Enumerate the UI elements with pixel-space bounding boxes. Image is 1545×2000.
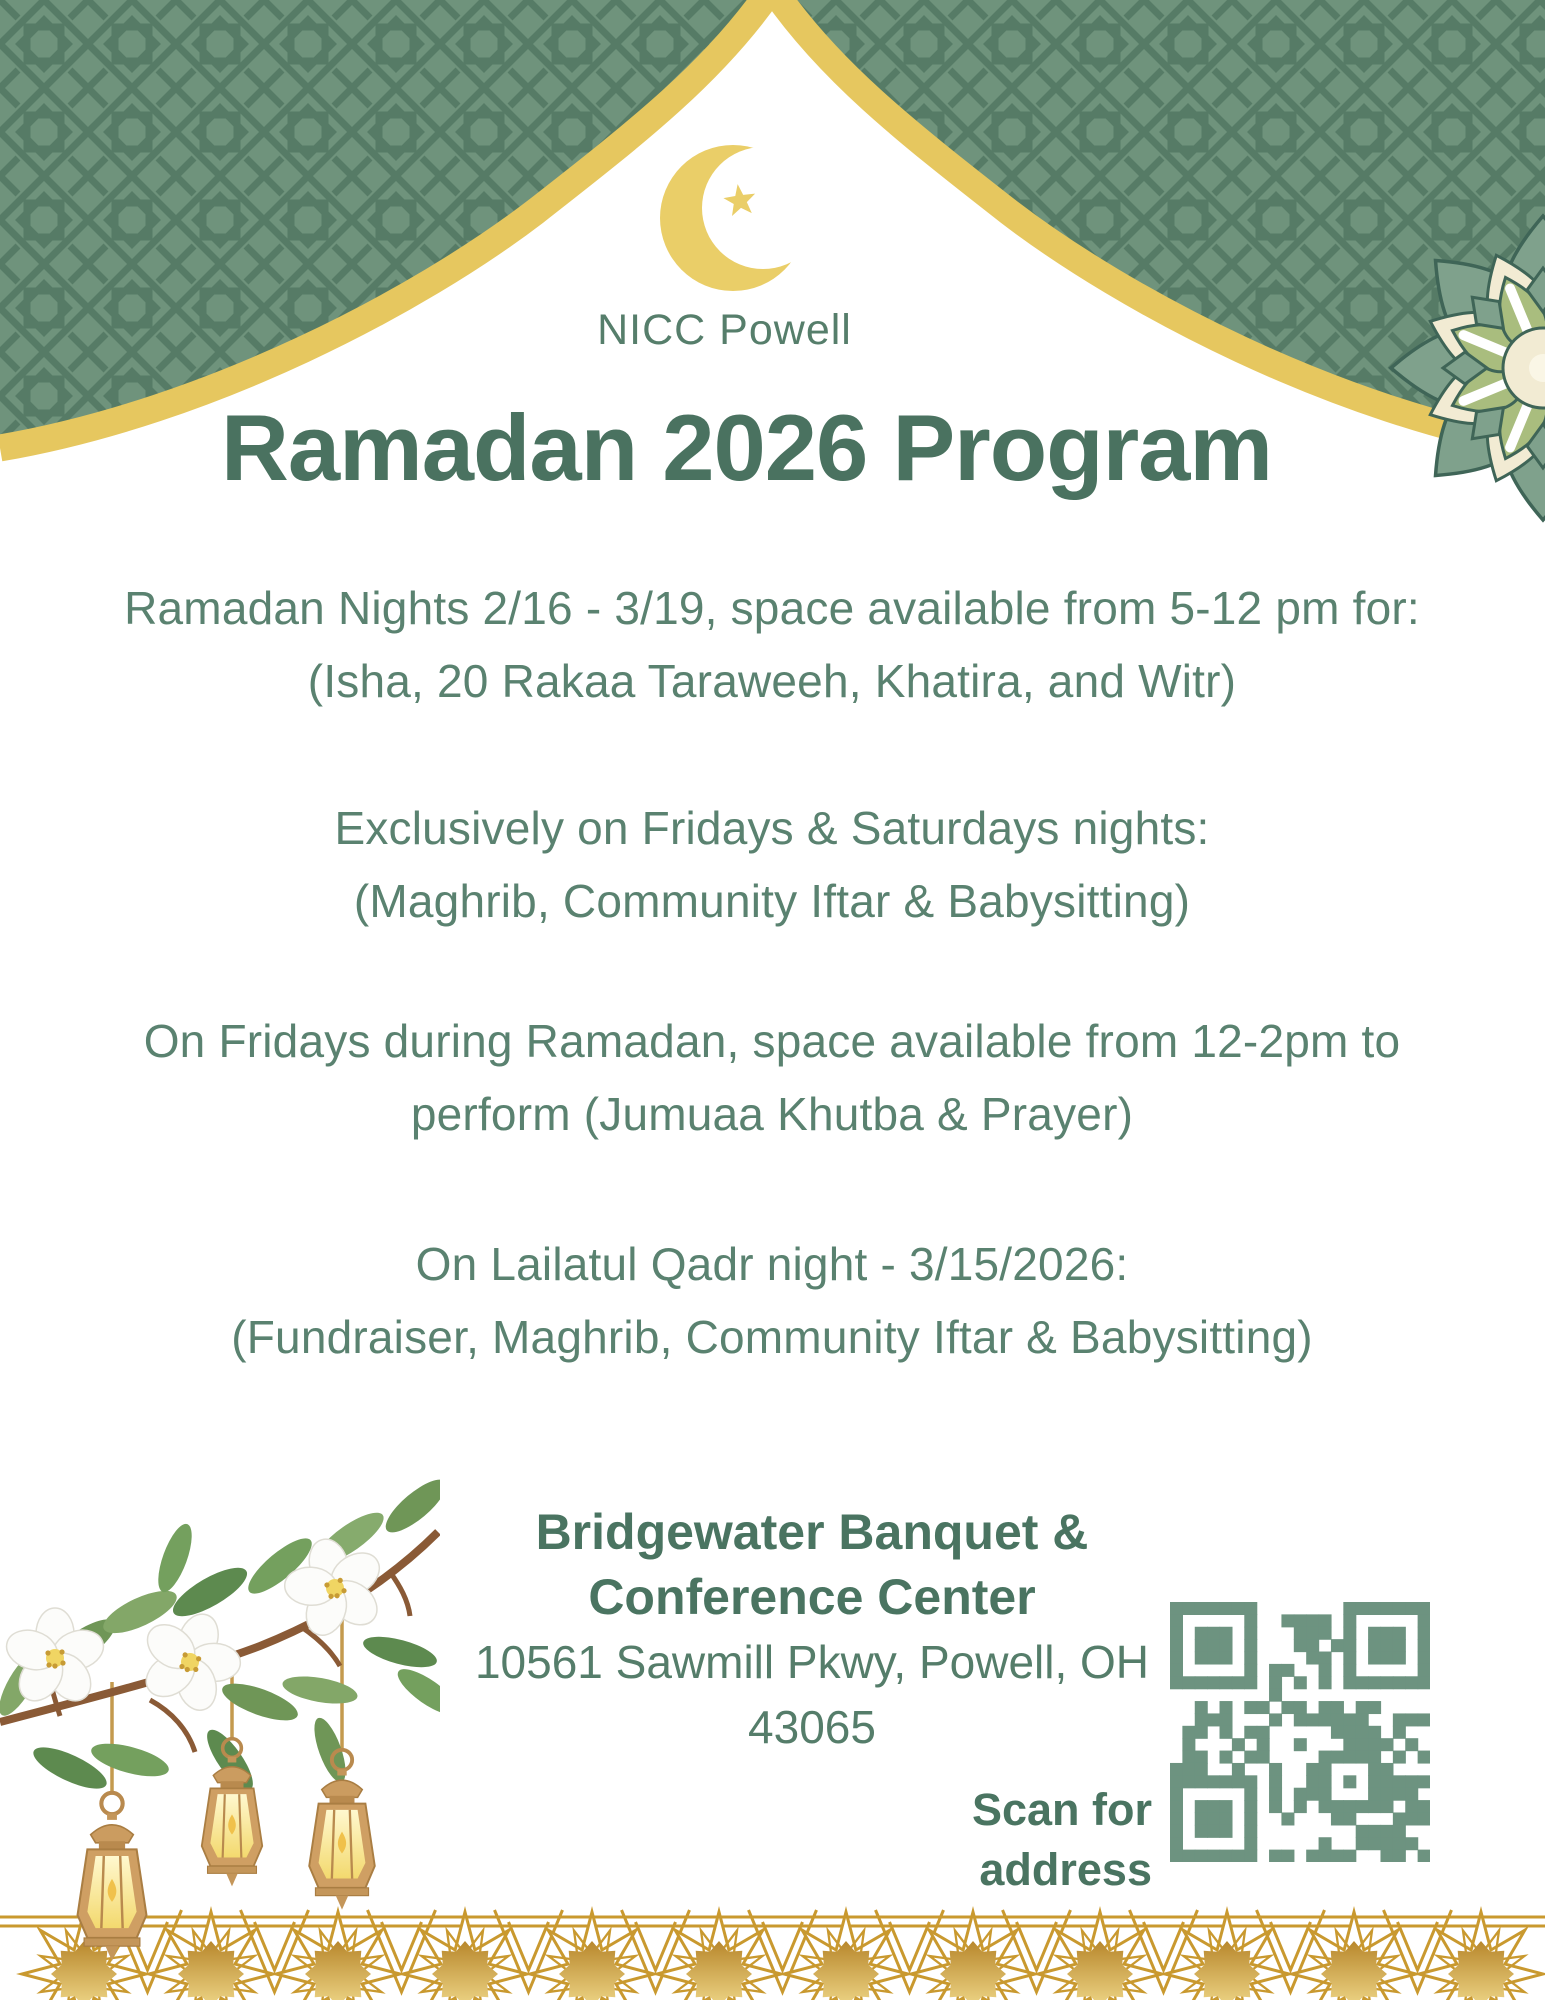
paragraph-line: perform (Jumuaa Khutba & Prayer) — [410, 1088, 1134, 1140]
lantern-icon — [309, 1750, 375, 1910]
paragraph-line: Ramadan Nights 2/16 - 3/19, space available from 5-12 pm for: — [124, 582, 1420, 634]
paragraph-lailatul-qadr — [22, 1228, 1522, 1374]
paragraph-line: On Fridays during Ramadan, space available from 12-2pm to — [143, 1015, 1401, 1067]
qr-code — [1170, 1602, 1430, 1862]
paragraph-fridays-saturdays — [22, 792, 1522, 938]
paragraph-line: (Maghrib, Community Iftar & Babysitting) — [353, 875, 1191, 927]
paragraph-line: (Isha, 20 Rakaa Taraweeh, Khatira, and Witr) — [307, 655, 1237, 707]
lantern-icon — [78, 1793, 147, 1961]
paragraph-line: (Fundraiser, Maghrib, Community Iftar & Babysitting) — [231, 1311, 1313, 1363]
venue-address-line2: 43065 — [748, 1701, 876, 1753]
lantern-icon — [202, 1739, 262, 1887]
flower-branch-and-lanterns — [0, 1460, 440, 2000]
org-name: NICC Powell — [597, 306, 852, 354]
paragraph-jumuaa — [22, 1005, 1522, 1151]
venue-name-line1: Bridgewater Banquet & — [535, 1504, 1089, 1560]
scan-label-line2: address — [979, 1844, 1152, 1895]
paragraph-ramadan-nights — [22, 572, 1522, 718]
venue-name-line2: Conference Center — [588, 1569, 1036, 1625]
scan-label — [700, 1780, 1152, 1900]
page-title: Ramadan 2026 Program — [220, 395, 1273, 500]
venue-block — [312, 1500, 1312, 1760]
venue-address-line1: 10561 Sawmill Pkwy, Powell, OH — [474, 1636, 1150, 1688]
paragraph-line: Exclusively on Fridays & Saturdays nights: — [334, 802, 1210, 854]
scan-label-line1: Scan for — [971, 1784, 1152, 1835]
paragraph-line: On Lailatul Qadr night - 3/15/2026: — [415, 1238, 1129, 1290]
